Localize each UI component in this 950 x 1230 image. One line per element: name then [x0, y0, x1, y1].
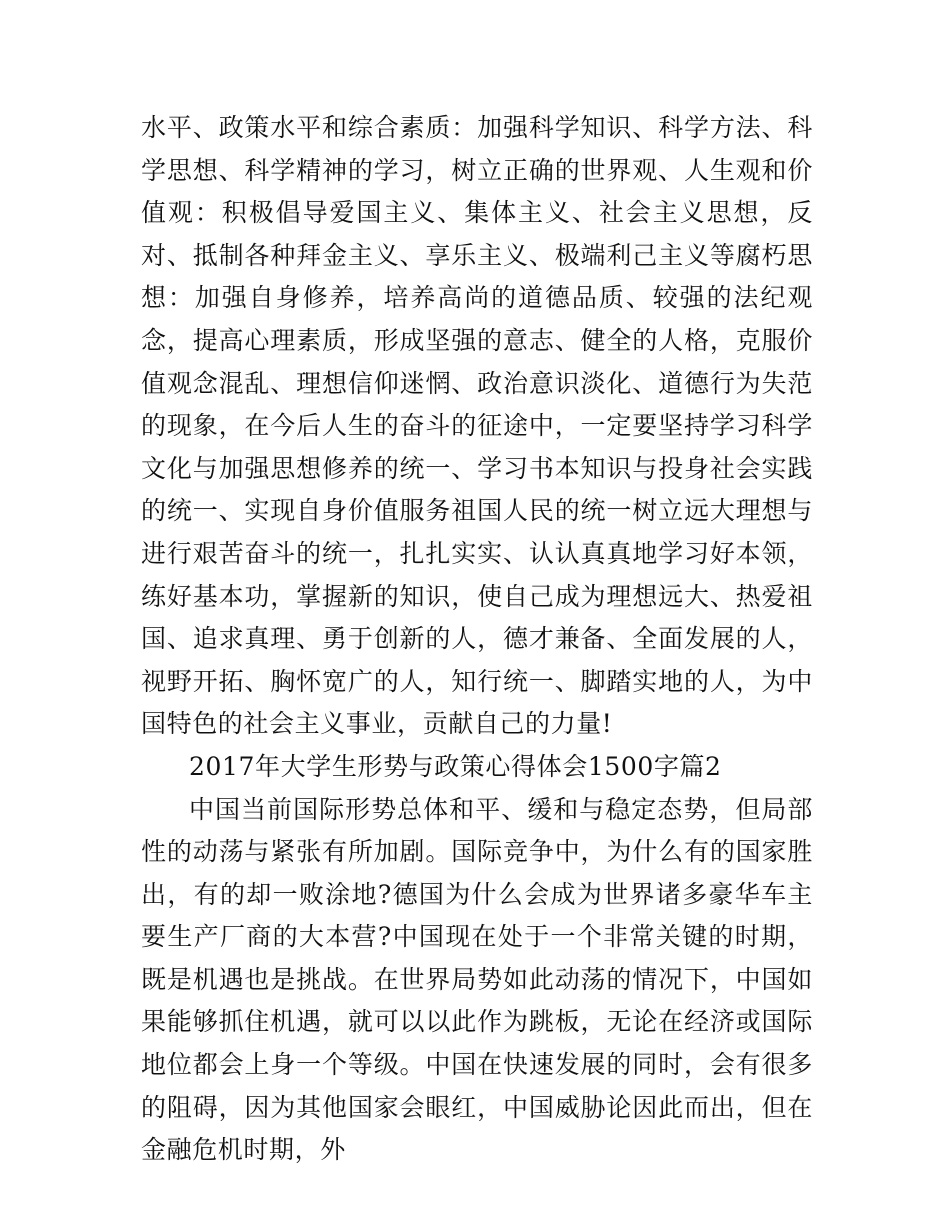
section-heading: 2017年大学生形势与政策心得体会1500字篇2 — [189, 751, 722, 781]
paragraph-body: 中国当前国际形势总体和平、缓和与稳定态势，但局部性的动荡与紧张有所加剧。国际竞争中，为什么有的国家胜出，有的却一败涂地?德国为什么会成为世界诸多豪华车主要生产厂商的大本营?中国现在处于一个非常关键的时期，既是机遇也是挑战。在世界局势如此动荡的情况下，中国如果能够抓住机遇，就可以以此作为跳板，无论在经济或国际地位都会上身一个等级。中国在快速发展的同时，会有很多的阻碍，因为其他国家会眼红，中国威胁论因此而出，但在金融危机时期，外 — [141, 794, 813, 1165]
paragraph-continued: 水平、政策水平和综合素质：加强科学知识、科学方法、科学思想、科学精神的学习，树立正确的世界观、人生观和价值观：积极倡导爱国主义、集体主义、社会主义思想，反对、抵制各种拜金主义、享乐主义、极端利己主义等腐朽思想：加强自身修养，培养高尚的道德品质、较强的法纪观念，提高心理素质，形成坚强的意志、健全的人格，克服价值观念混乱、理想信仰迷惘、政治意识淡化、道德行为失范的现象，在今后人生的奋斗的征途中，一定要坚持学习科学文化与加强思想修养的统一、学习书本知识与投身社会实践的统一、实现自身价值服务祖国人民的统一树立远大理想与进行艰苦奋斗的统一，扎扎实实、认认真真地学习好本领，练好基本功，掌握新的知识，使自己成为理想远大、热爱祖国、追求真理、勇于创新的人，德才兼备、全面发展的人，视野开拓、胸怀宽广的人，知行统一、脚踏实地的人，为中国特色的社会主义事业，贡献自己的力量! — [141, 113, 813, 739]
document-body — [141, 107, 813, 1172]
